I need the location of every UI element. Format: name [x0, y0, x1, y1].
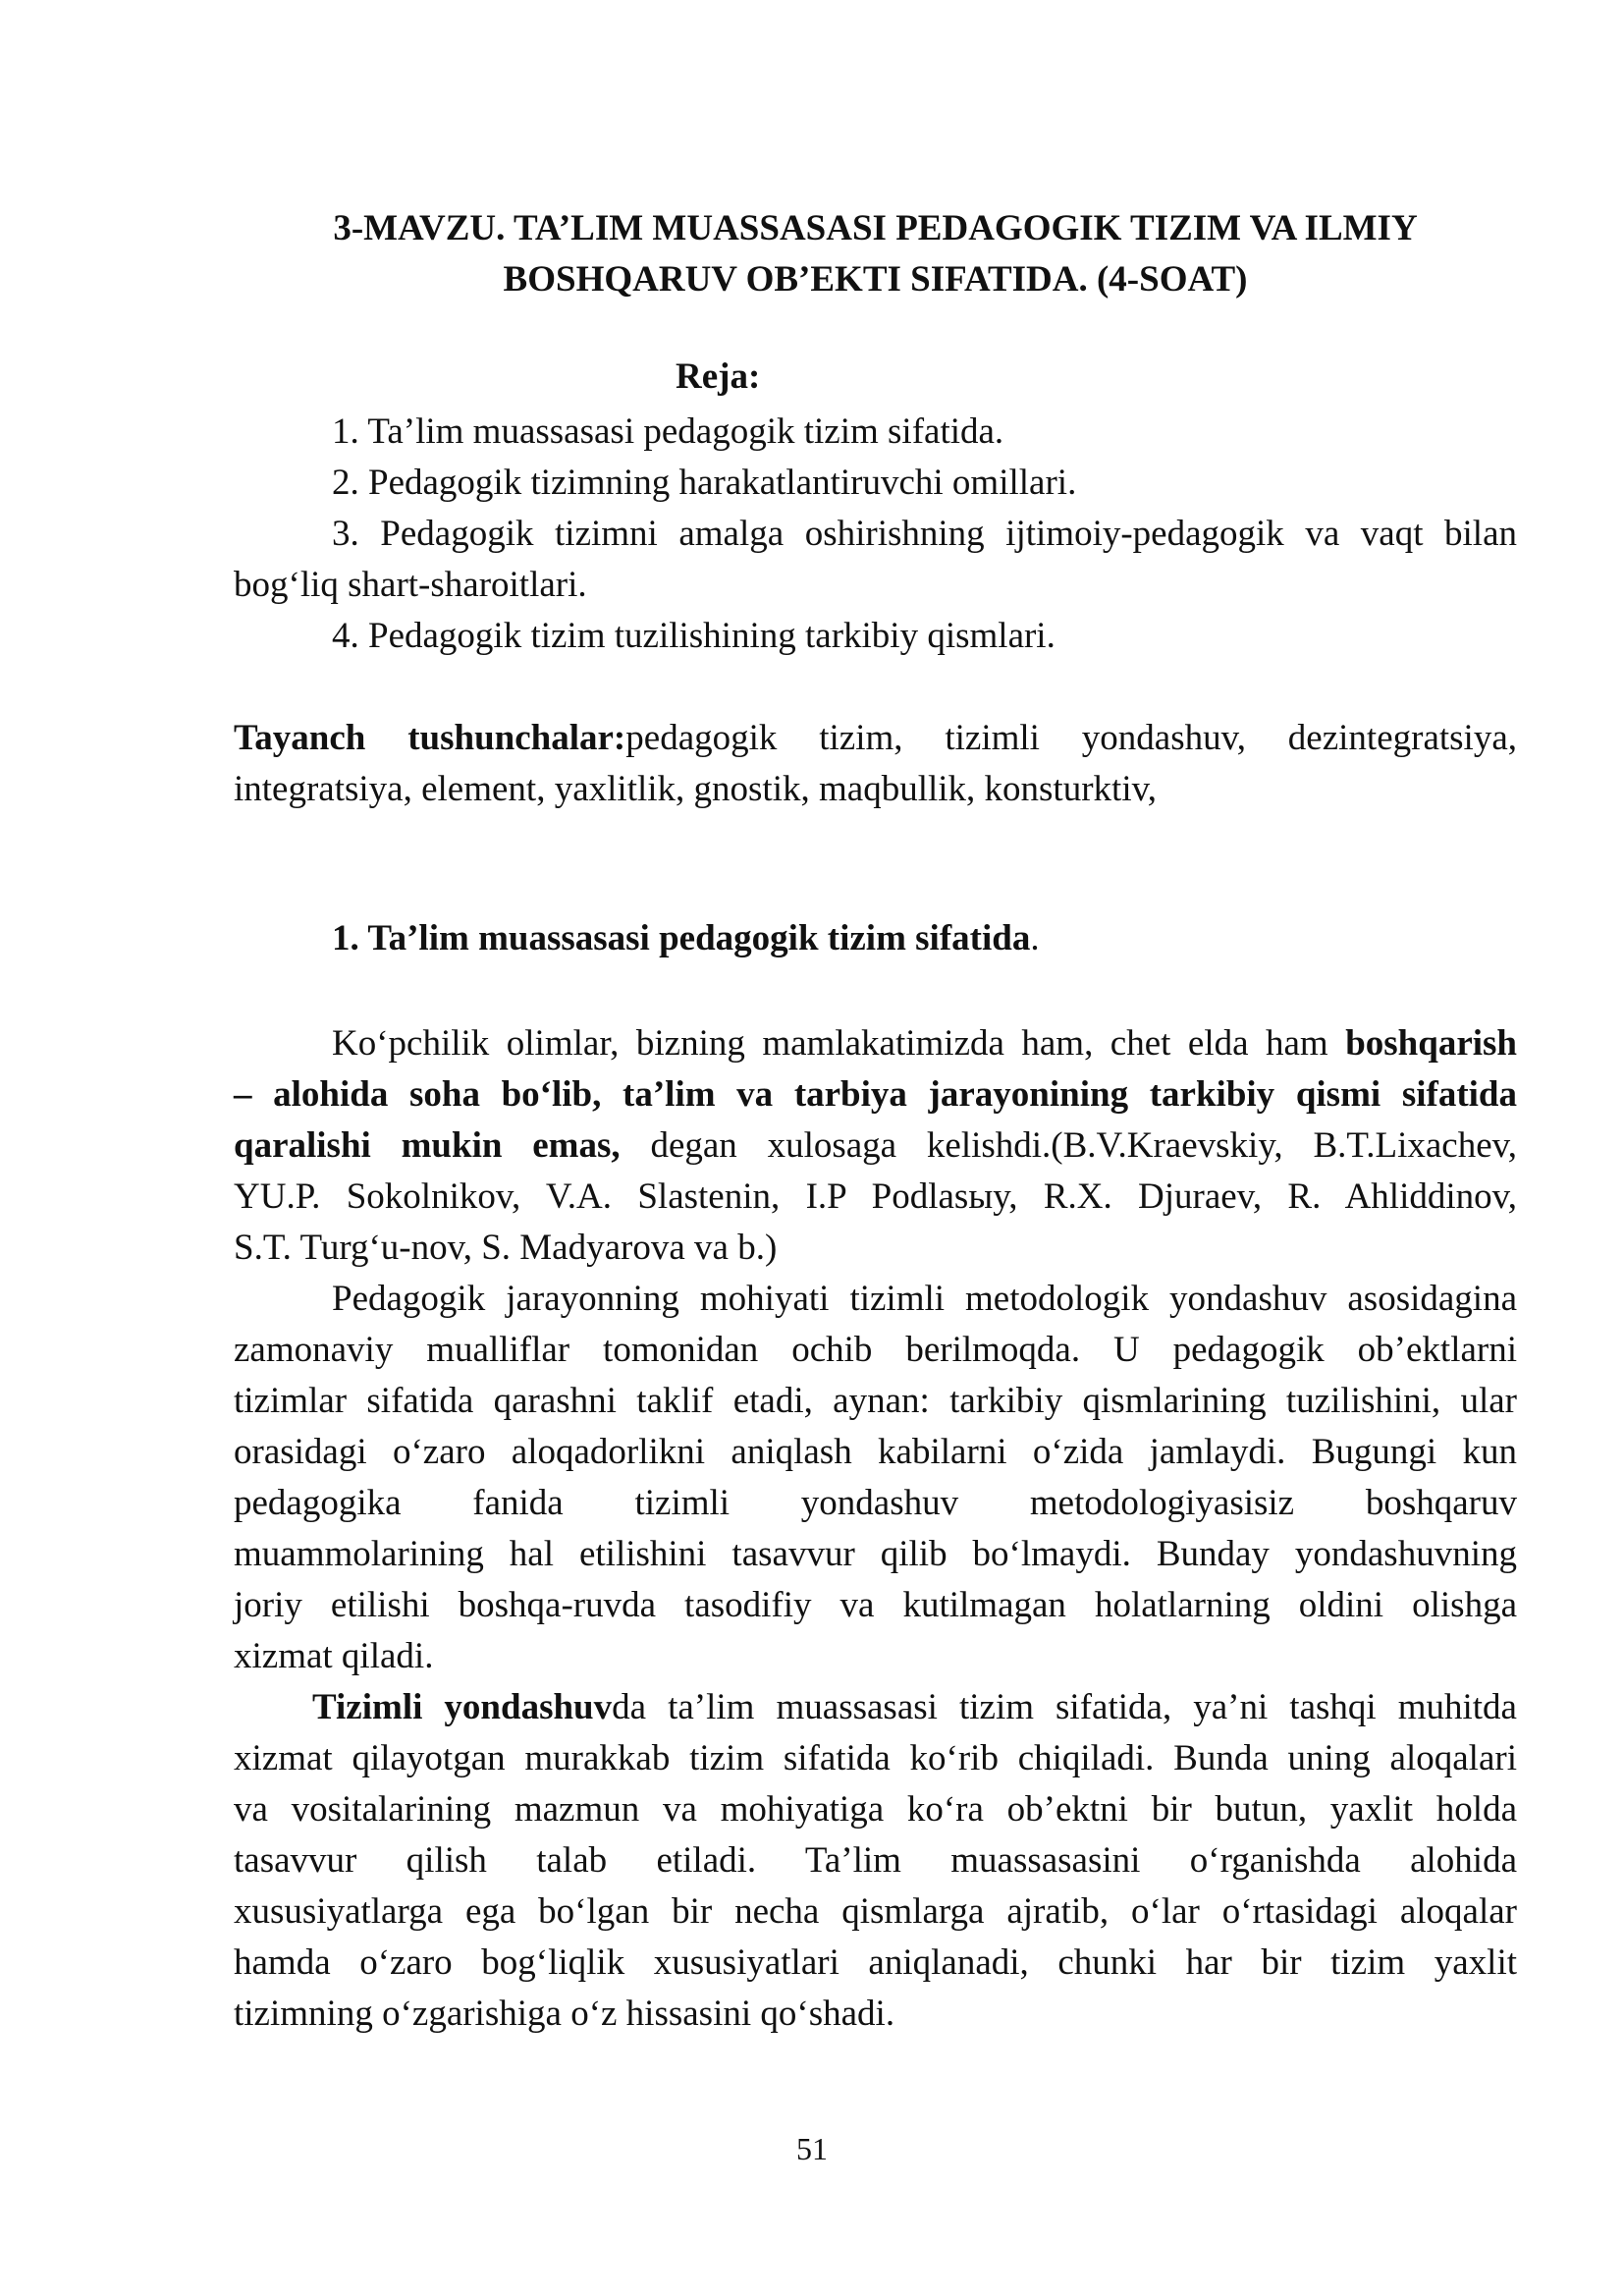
paragraph-2-line-4: orasidagi o‘zaro aloqadorlikni aniqlash kabilarni o‘zida jamlaydi. Bugungi kun	[234, 1432, 1517, 1472]
plan-item-3	[332, 509, 1517, 560]
plan-item-3-continued: bog‘liq shart-sharoitlari.	[234, 565, 587, 605]
title-line-1: 3-MAVZU. TA’LIM MUASSASASI PEDAGOGIK TIZIM VA ILMIY	[333, 208, 1418, 248]
paragraph-3	[234, 1682, 1517, 2040]
paragraph-1-line-1	[234, 1018, 1517, 1069]
keywords-block	[234, 713, 1517, 815]
p3-l1-text: da ta’lim muassasasi tizim sifatida, ya’ni tashqi muhitda	[612, 1687, 1517, 1727]
paragraph-2-line-6: muammolarining hal etilishini tasavvur qilib bo‘lmaydi. Bunday yondashuvning	[234, 1534, 1517, 1574]
paragraph-1-line-3	[234, 1121, 1517, 1172]
page-number: 51	[796, 2131, 828, 2166]
title-line-2: BOSHQARUV OB’EKTI SIFATIDA. (4-SOAT)	[503, 259, 1248, 300]
p3-bold-start: Tizimli yondashuv	[312, 1687, 613, 1727]
paragraph-2-line-8: xizmat qiladi.	[234, 1636, 434, 1676]
paragraph-3-line-5: xususiyatlarga ega bo‘lgan bir necha qismlarga ajratib, o‘lar o‘rtasidagi aloqalar	[234, 1891, 1517, 1932]
plan-heading: Reja:	[676, 356, 761, 397]
page-title	[234, 203, 1517, 305]
plan-item-1: 1. Ta’lim muassasasi pedagogik tizim sifatida.	[332, 411, 1004, 452]
paragraph-2-line-7: joriy etilishi boshqa-ruvda tasodifiy va kutilmagan holatlarning oldini olishga	[234, 1585, 1517, 1625]
p1-l3-bold: qaralishi mukin emas,	[234, 1125, 621, 1166]
keywords-text-1: pedagogik tizim, tizimli yondashuv, dezintegratsiya,	[625, 718, 1518, 758]
paragraph-1-line-2	[234, 1069, 1517, 1121]
paragraph-2-line-1: Pedagogik jarayonning mohiyati tizimli metodologik yondashuv asosidagina	[332, 1279, 1517, 1319]
paragraph-2-line-5: pedagogika fanida tizimli yondashuv metodologiyasisiz boshqaruv	[234, 1483, 1517, 1523]
paragraph-2-line-2: zamonaviy mualliflar tomonidan ochib berilmoqda. U pedagogik ob’ektlarni	[234, 1330, 1517, 1370]
p1-l1-text: Ko‘pchilik olimlar, bizning mamlakatimizda ham, chet elda ham	[332, 1023, 1346, 1064]
keywords-label: Tayanch tushunchalar:	[234, 718, 626, 758]
paragraph-2-line-3: tizimlar sifatida qarashni taklif etadi, aynan: tarkibiy qismlarining tuzilishini, ular	[234, 1381, 1517, 1421]
paragraph-3-line-1	[234, 1682, 1517, 1733]
section-heading	[332, 917, 1040, 959]
plan-item-2: 2. Pedagogik tizimning harakatlantiruvchi omillari.	[332, 463, 1077, 503]
p1-l2-bold: – alohida soha bo‘lib, ta’lim va tarbiya jarayonining tarkibiy qismi sifatida	[234, 1074, 1517, 1115]
paragraph-2	[234, 1274, 1517, 1682]
plan-item-4: 4. Pedagogik tizim tuzilishining tarkibiy qismlari.	[332, 616, 1056, 656]
section-heading-text: 1. Ta’lim muassasasi pedagogik tizim sifatida	[332, 918, 1031, 958]
p1-l1-bold: boshqarish	[1345, 1023, 1517, 1064]
section-heading-suffix: .	[1030, 918, 1040, 958]
paragraph-3-line-6: hamda o‘zaro bog‘liqlik xususiyatlari aniqlanadi, chunki har bir tizim yaxlit	[234, 1942, 1517, 1983]
paragraph-3-line-3: va vositalarining mazmun va mohiyatiga ko‘ra ob’ektni bir butun, yaxlit holda	[234, 1789, 1517, 1830]
paragraph-3-line-7: tizimning o‘zgarishiga o‘z hissasini qo‘shadi.	[234, 1994, 895, 2034]
paragraph-3-line-2: xizmat qilayotgan murakkab tizim sifatida ko‘rib chiqiladi. Bunda uning aloqalari	[234, 1738, 1517, 1778]
paragraph-1-line-5: S.T. Turg‘u-nov, S. Madyarova va b.)	[234, 1228, 778, 1268]
keywords-line-1	[234, 713, 1517, 764]
keywords-line-2: integratsiya, element, yaxlitlik, gnostik, maqbullik, konsturktiv,	[234, 769, 1157, 809]
paragraph-1-line-4: YU.P. Sokolnikov, V.A. Slastenin, I.P Podlasыy, R.X. Djuraev, R. Ahliddinov,	[234, 1176, 1517, 1217]
p1-l3-text: degan xulosaga kelishdi.(B.V.Kraevskiy, B.T.Lixachev,	[620, 1125, 1517, 1166]
plan-item-3-line: 3. Pedagogik tizimni amalga oshirishning ijtimoiy-pedagogik va vaqt bilan	[332, 514, 1517, 554]
paragraph-1	[234, 1018, 1517, 1274]
paragraph-3-line-4: tasavvur qilish talab etiladi. Ta’lim muassasasini o‘rganishda alohida	[234, 1840, 1517, 1881]
